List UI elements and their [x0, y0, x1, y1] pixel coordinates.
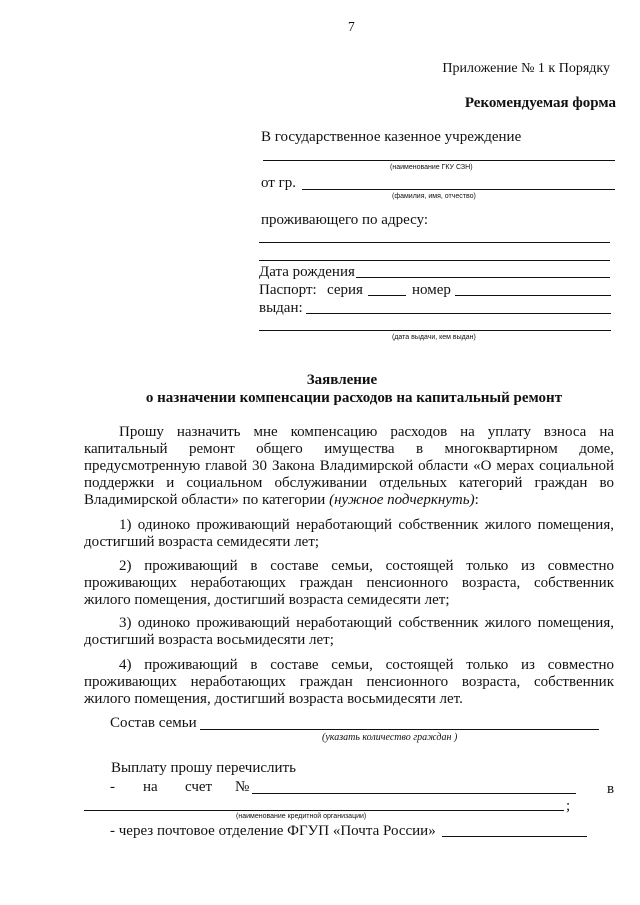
agency-name-hint: (наименование ГКУ СЗН) — [390, 164, 473, 171]
bank-name-line[interactable] — [84, 810, 564, 811]
document-title: Заявление — [306, 372, 378, 388]
issued-line-1[interactable] — [306, 313, 611, 314]
passport-number-line[interactable] — [455, 295, 611, 296]
form-label: Рекомендуемая форма — [464, 95, 616, 111]
full-name-line[interactable] — [302, 189, 615, 190]
payment-label: Выплату прошу перечислить — [111, 760, 296, 776]
category-4-line-3[interactable]: жилого помещения, достигший возраста восьмидесяти лет. — [84, 691, 463, 707]
agency-name-line[interactable] — [263, 160, 615, 161]
bank-hint: (наименование кредитной организации) — [236, 813, 367, 820]
category-1-line-1[interactable]: 1) одиноко проживающий неработающий собственник жилого помещения, — [119, 517, 614, 533]
from-label: от гр. — [261, 175, 297, 191]
category-2-line-3[interactable]: жилого помещения, достигший возраста семидесяти лет; — [84, 592, 450, 608]
document-subtitle: о назначении компенсации расходов на капитальный ремонт — [145, 390, 563, 406]
address-label: проживающего по адресу: — [261, 212, 429, 228]
passport-series-label: серия — [327, 282, 363, 298]
intro-line-1: Прошу назначить мне компенсацию расходов на уплату взноса на — [119, 424, 614, 440]
bank-semicolon: ; — [566, 798, 571, 814]
category-4-line-2[interactable]: проживающих неработающих граждан пенсионного возраста, собственник — [84, 674, 614, 690]
issued-hint: (дата выдачи, кем выдан) — [392, 334, 476, 341]
category-3-line-2[interactable]: достигший возраста восьмидесяти лет; — [84, 632, 334, 648]
underline-hint: (нужное подчеркнуть) — [329, 492, 475, 508]
appendix-note: Приложение № 1 к Порядку — [442, 61, 610, 76]
account-number-line[interactable] — [252, 793, 576, 794]
intro-line-3: предусмотренную главой 30 Закона Владимирской области «О мерах социальной — [84, 458, 614, 474]
payment-on-label: на — [143, 779, 158, 795]
post-office-line[interactable] — [442, 836, 587, 837]
category-1-line-2[interactable]: достигший возраста семидесяти лет; — [84, 534, 320, 550]
post-office-label: - через почтовое отделение ФГУП «Почта России» — [110, 823, 436, 839]
addressee-label: В государственное казенное учреждение — [261, 129, 522, 145]
category-4-line-1[interactable]: 4) проживающий в составе семьи, состоящей только из совместно — [119, 657, 614, 673]
payment-dash: - — [110, 779, 115, 795]
birth-date-line[interactable] — [356, 277, 610, 278]
payment-account-label: счет — [185, 779, 213, 795]
full-name-hint: (фамилия, имя, отчество) — [392, 193, 476, 200]
family-hint: (указать количество граждан ) — [322, 732, 458, 743]
intro-line-2: капитальный ремонт общего имущества в многоквартирном доме, — [84, 441, 614, 457]
intro-line-4: поддержки и социальном обслуживании отдельных категорий граждан во — [84, 475, 614, 491]
address-line-1[interactable] — [259, 242, 610, 243]
payment-in-label: в — [607, 781, 615, 797]
intro-line-5: Владимирской области» по категории (нужное подчеркнуть): — [84, 492, 479, 508]
passport-series-line[interactable] — [368, 295, 406, 296]
category-2-line-2[interactable]: проживающих неработающих граждан пенсионного возраста, собственник — [84, 575, 614, 591]
page-number: 7 — [348, 19, 355, 34]
birth-date-label: Дата рождения — [259, 264, 355, 280]
category-3-line-1[interactable]: 3) одиноко проживающий неработающий собственник жилого помещения, — [119, 615, 614, 631]
address-line-2[interactable] — [259, 260, 610, 261]
issued-label: выдан: — [259, 300, 303, 316]
category-2-line-1[interactable]: 2) проживающий в составе семьи, состоящей только из совместно — [119, 558, 614, 574]
issued-line-2[interactable] — [259, 330, 611, 331]
passport-label: Паспорт: — [259, 282, 317, 298]
family-label: Состав семьи — [110, 715, 197, 731]
passport-number-label: номер — [412, 282, 451, 298]
payment-number-sign: № — [235, 779, 250, 795]
